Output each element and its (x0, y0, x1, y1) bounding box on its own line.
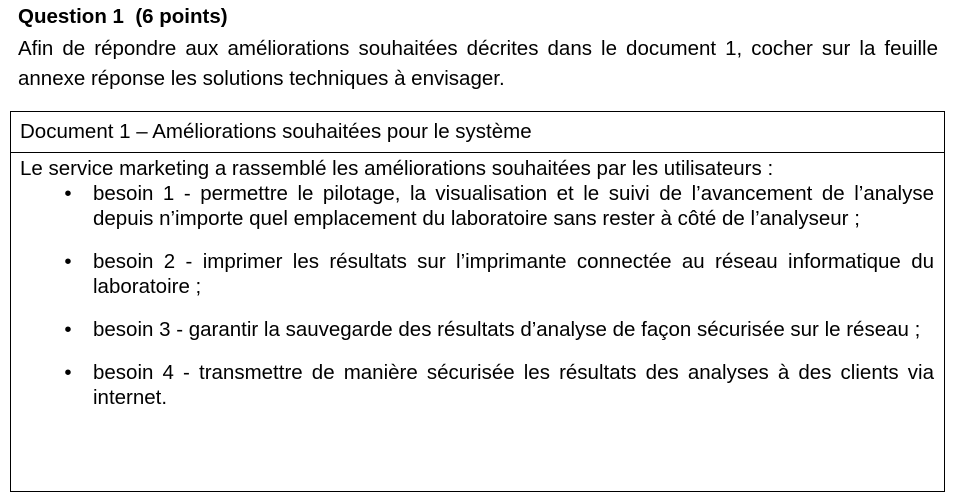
bullet-icon: • (64, 182, 72, 205)
bullet-icon: • (64, 250, 72, 273)
document-1-box (10, 111, 945, 492)
need-item-3 (20, 317, 934, 342)
need-item-1 (20, 181, 934, 231)
need-text: besoin 3 - garantir la sauvegarde des résultats d’analyse de façon sécurisée sur le réseau ; (93, 318, 921, 341)
document-1-lead: Le service marketing a rassemblé les améliorations souhaitées par les utilisateurs : (20, 157, 774, 180)
question-title: Question 1 (6 points) (18, 5, 228, 28)
need-text: besoin 1 - permettre le pilotage, la visualisation et le suivi de l’avancement de l’analyse depuis n’importe quel emplacement du laboratoire sans rester à côté de l’analyseur ; (93, 182, 934, 230)
need-item-2 (20, 249, 934, 299)
bullet-icon: • (64, 318, 72, 341)
need-item-4 (20, 360, 934, 410)
bullet-icon: • (64, 361, 72, 384)
question-instructions: Afin de répondre aux améliorations souhaitées décrites dans le document 1, cocher sur la feuille annexe réponse les solutions techniques à envisager. (18, 37, 938, 90)
needs-list (20, 181, 934, 410)
document-1-body (11, 153, 944, 410)
document-1-header: Document 1 – Améliorations souhaitées pour le système (11, 112, 944, 153)
need-text: besoin 4 - transmettre de manière sécurisée les résultats des analyses à des clients via internet. (93, 361, 934, 409)
need-text: besoin 2 - imprimer les résultats sur l’imprimante connectée au réseau informatique du laboratoire ; (93, 250, 934, 298)
